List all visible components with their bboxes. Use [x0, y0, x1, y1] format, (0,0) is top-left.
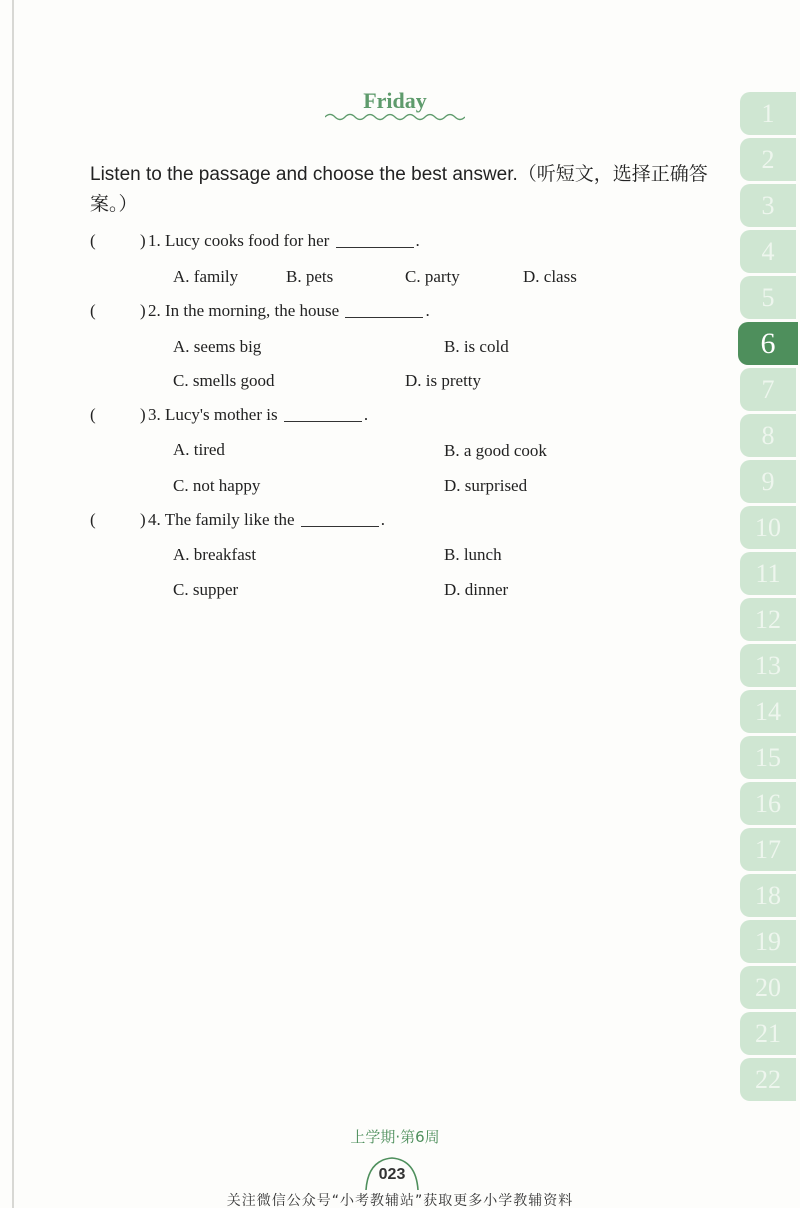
option-4a[interactable]: A. breakfast: [173, 545, 257, 564]
week-tab-17[interactable]: 17: [740, 828, 796, 871]
question-number: 2.: [148, 301, 161, 320]
week-tab-22[interactable]: 22: [740, 1058, 796, 1101]
week-tab-9[interactable]: 9: [740, 460, 796, 503]
answer-paren-open: (: [90, 231, 96, 250]
week-tab-3[interactable]: 3: [740, 184, 796, 227]
week-tab-8[interactable]: 8: [740, 414, 796, 457]
week-tabs: [740, 92, 800, 1104]
week-tab-20[interactable]: 20: [740, 966, 796, 1009]
option-4b[interactable]: B. lunch: [444, 545, 502, 564]
footer-promo-note: 关注微信公众号“小考教辅站”获取更多小学教辅资料: [226, 1193, 574, 1208]
week-tab-6-active[interactable]: 6: [738, 322, 798, 365]
week-tab-19[interactable]: 19: [740, 920, 796, 963]
answer-paren-close: ): [140, 301, 146, 320]
option-4c[interactable]: C. supper: [173, 580, 239, 599]
page-title: Friday: [363, 88, 427, 113]
answer-blank[interactable]: [284, 403, 362, 422]
answer-blank[interactable]: [336, 229, 414, 248]
week-tab-4[interactable]: 4: [740, 230, 796, 273]
answer-paren-open: (: [90, 301, 96, 320]
option-3c[interactable]: C. not happy: [173, 476, 261, 495]
question-text: In the morning, the house: [165, 301, 340, 320]
question-end: .: [363, 405, 369, 424]
question-number: 1.: [148, 231, 161, 250]
week-tab-16[interactable]: 16: [740, 782, 796, 825]
answer-paren-close: ): [140, 510, 146, 529]
question-text: Lucy's mother is: [165, 405, 278, 424]
week-tab-7[interactable]: 7: [740, 368, 796, 411]
page-spine-line: [12, 0, 14, 1208]
week-tab-15[interactable]: 15: [740, 736, 796, 779]
option-4d[interactable]: D. dinner: [444, 580, 509, 599]
page-number: 023: [378, 1166, 406, 1183]
week-tab-14[interactable]: 14: [740, 690, 796, 733]
question-stem: [148, 400, 368, 430]
week-tab-18[interactable]: 18: [740, 874, 796, 917]
week-tab-21[interactable]: 21: [740, 1012, 796, 1055]
title-wave-underline: [325, 112, 465, 122]
answer-blank[interactable]: [345, 299, 423, 318]
option-1a[interactable]: A. family: [173, 267, 239, 286]
week-tab-12[interactable]: 12: [740, 598, 796, 641]
answer-paren-open: (: [90, 510, 96, 529]
question-number: 4.: [148, 510, 161, 529]
question-text: Lucy cooks food for her: [165, 231, 330, 250]
question-end: .: [380, 510, 386, 529]
question-end: .: [415, 231, 420, 250]
question-end: .: [425, 301, 430, 320]
answer-blank[interactable]: [301, 508, 379, 527]
answer-paren-close: ): [140, 405, 146, 424]
week-tab-1[interactable]: 1: [740, 92, 796, 135]
week-tab-11[interactable]: 11: [740, 552, 796, 595]
week-tab-13[interactable]: 13: [740, 644, 796, 687]
answer-paren-close: ): [140, 231, 146, 250]
option-2c[interactable]: C. smells good: [173, 371, 275, 390]
question-number: 3.: [148, 405, 161, 424]
option-1b[interactable]: B. pets: [286, 267, 334, 286]
question-stem: [148, 505, 385, 535]
option-3b[interactable]: B. a good cook: [444, 441, 547, 460]
question-stem: [148, 296, 430, 326]
question-stem: [148, 226, 420, 256]
week-tab-2[interactable]: 2: [740, 138, 796, 181]
option-1c[interactable]: C. party: [405, 267, 460, 286]
question-text: The family like the: [164, 510, 295, 529]
option-3d[interactable]: D. surprised: [444, 476, 528, 495]
footer-term-label: 上学期·第6周: [350, 1128, 440, 1146]
option-2b[interactable]: B. is cold: [444, 337, 509, 356]
option-2d[interactable]: D. is pretty: [405, 371, 482, 390]
option-3a[interactable]: A. tired: [173, 440, 225, 459]
exercise-instruction: Listen to the passage and choose the best answer.（听短文，选择正确答案。）: [90, 164, 708, 215]
week-tab-10[interactable]: 10: [740, 506, 796, 549]
option-2a[interactable]: A. seems big: [173, 337, 262, 356]
answer-paren-open: (: [90, 405, 96, 424]
week-tab-5[interactable]: 5: [740, 276, 796, 319]
option-1d[interactable]: D. class: [523, 267, 577, 286]
